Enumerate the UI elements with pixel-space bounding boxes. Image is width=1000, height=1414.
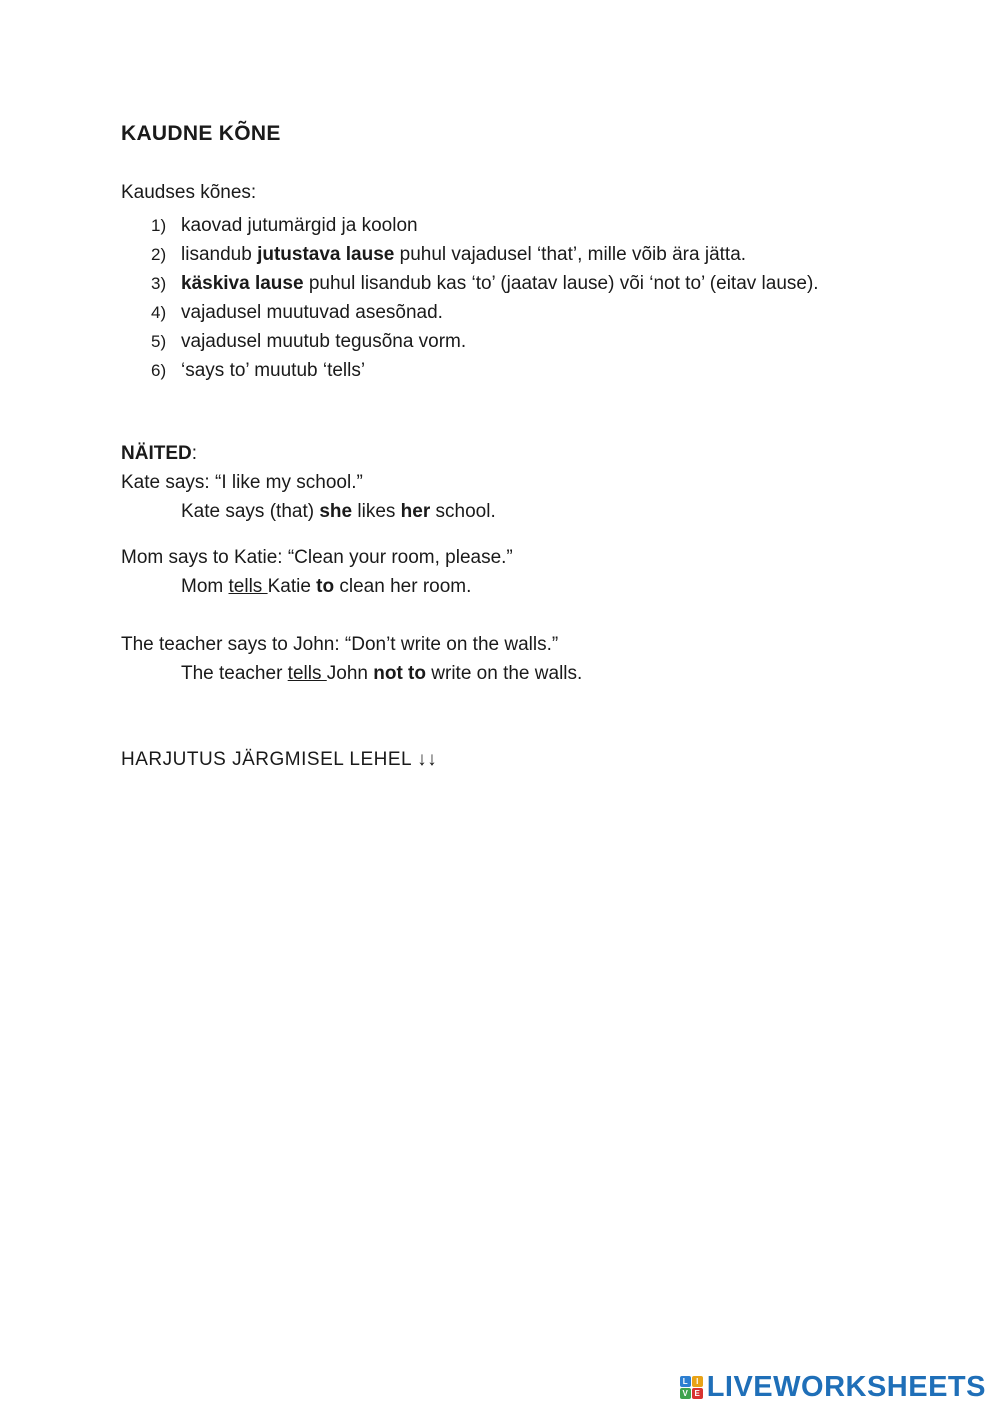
example-fragment: to xyxy=(316,576,335,597)
example-fragment: not to xyxy=(373,663,426,684)
example-2-direct: Mom says to Katie: “Clean your room, please.” xyxy=(121,547,513,568)
example-fragment: clean her room. xyxy=(334,576,472,597)
rule-text: kaovad jutumärgid ja koolon xyxy=(181,215,418,236)
examples-heading-colon: : xyxy=(191,443,198,464)
logo-icon xyxy=(680,1376,703,1399)
page-title: KAUDNE KÕNE xyxy=(121,122,281,145)
example-fragment: her xyxy=(400,501,431,522)
logo-icon-square: V xyxy=(680,1388,691,1399)
rule-item xyxy=(121,356,881,385)
example-1-reported xyxy=(181,501,496,523)
example-fragment: school. xyxy=(430,501,496,522)
logo-icon-square: E xyxy=(692,1388,703,1399)
rule-item xyxy=(121,240,881,269)
rule-text: ‘says to’ muutub ‘tells’ xyxy=(181,360,366,381)
example-fragment: likes xyxy=(352,501,401,522)
logo-icon-square: I xyxy=(692,1376,703,1387)
example-fragment: Mom xyxy=(181,576,229,597)
example-fragment: she xyxy=(319,501,353,522)
example-3-reported xyxy=(181,663,582,685)
example-fragment: Katie xyxy=(267,576,317,597)
logo-text: LIVEWORKSHEETS xyxy=(706,1371,986,1403)
example-2-reported xyxy=(181,576,471,598)
example-fragment: John xyxy=(326,663,374,684)
rule-number: 5) xyxy=(151,332,167,351)
liveworksheets-logo xyxy=(680,1371,986,1404)
rule-number: 6) xyxy=(151,361,167,380)
rule-item xyxy=(121,327,881,356)
rule-text: vajadusel muutuvad asesõnad. xyxy=(181,302,443,323)
example-fragment: tells xyxy=(287,663,327,684)
rule-text: lisandub xyxy=(181,244,258,265)
rule-number: 3) xyxy=(151,274,167,293)
rule-text: käskiva lause xyxy=(181,273,304,294)
rule-item xyxy=(121,269,881,298)
example-fragment: tells xyxy=(228,576,268,597)
rule-text: vajadusel muutub tegusõna vorm. xyxy=(181,331,467,352)
example-fragment: The teacher xyxy=(181,663,288,684)
examples-heading-label: NÄITED xyxy=(121,443,192,464)
rule-text: puhul vajadusel ‘that’, mille võib ära jätta. xyxy=(394,244,747,265)
example-fragment: Kate says (that) xyxy=(181,501,320,522)
example-3-direct: The teacher says to John: “Don’t write on the walls.” xyxy=(121,634,559,655)
rule-text: puhul lisandub kas ‘to’ (jaatav lause) või ‘not to’ (eitav lause). xyxy=(303,273,819,294)
rule-text: jutustava lause xyxy=(257,244,395,265)
example-1-direct: Kate says: “I like my school.” xyxy=(121,472,363,493)
logo-icon-square: L xyxy=(680,1376,691,1387)
rules-list xyxy=(121,211,881,385)
intro-text: Kaudses kõnes: xyxy=(121,182,257,203)
next-page-note: HARJUTUS JÄRGMISEL LEHEL ↓↓ xyxy=(121,749,438,770)
examples-heading xyxy=(121,443,197,465)
example-fragment: write on the walls. xyxy=(426,663,583,684)
rule-number: 4) xyxy=(151,303,167,322)
rule-item xyxy=(121,298,881,327)
rule-item xyxy=(121,211,881,240)
rule-number: 1) xyxy=(151,216,167,235)
rule-number: 2) xyxy=(151,245,167,264)
